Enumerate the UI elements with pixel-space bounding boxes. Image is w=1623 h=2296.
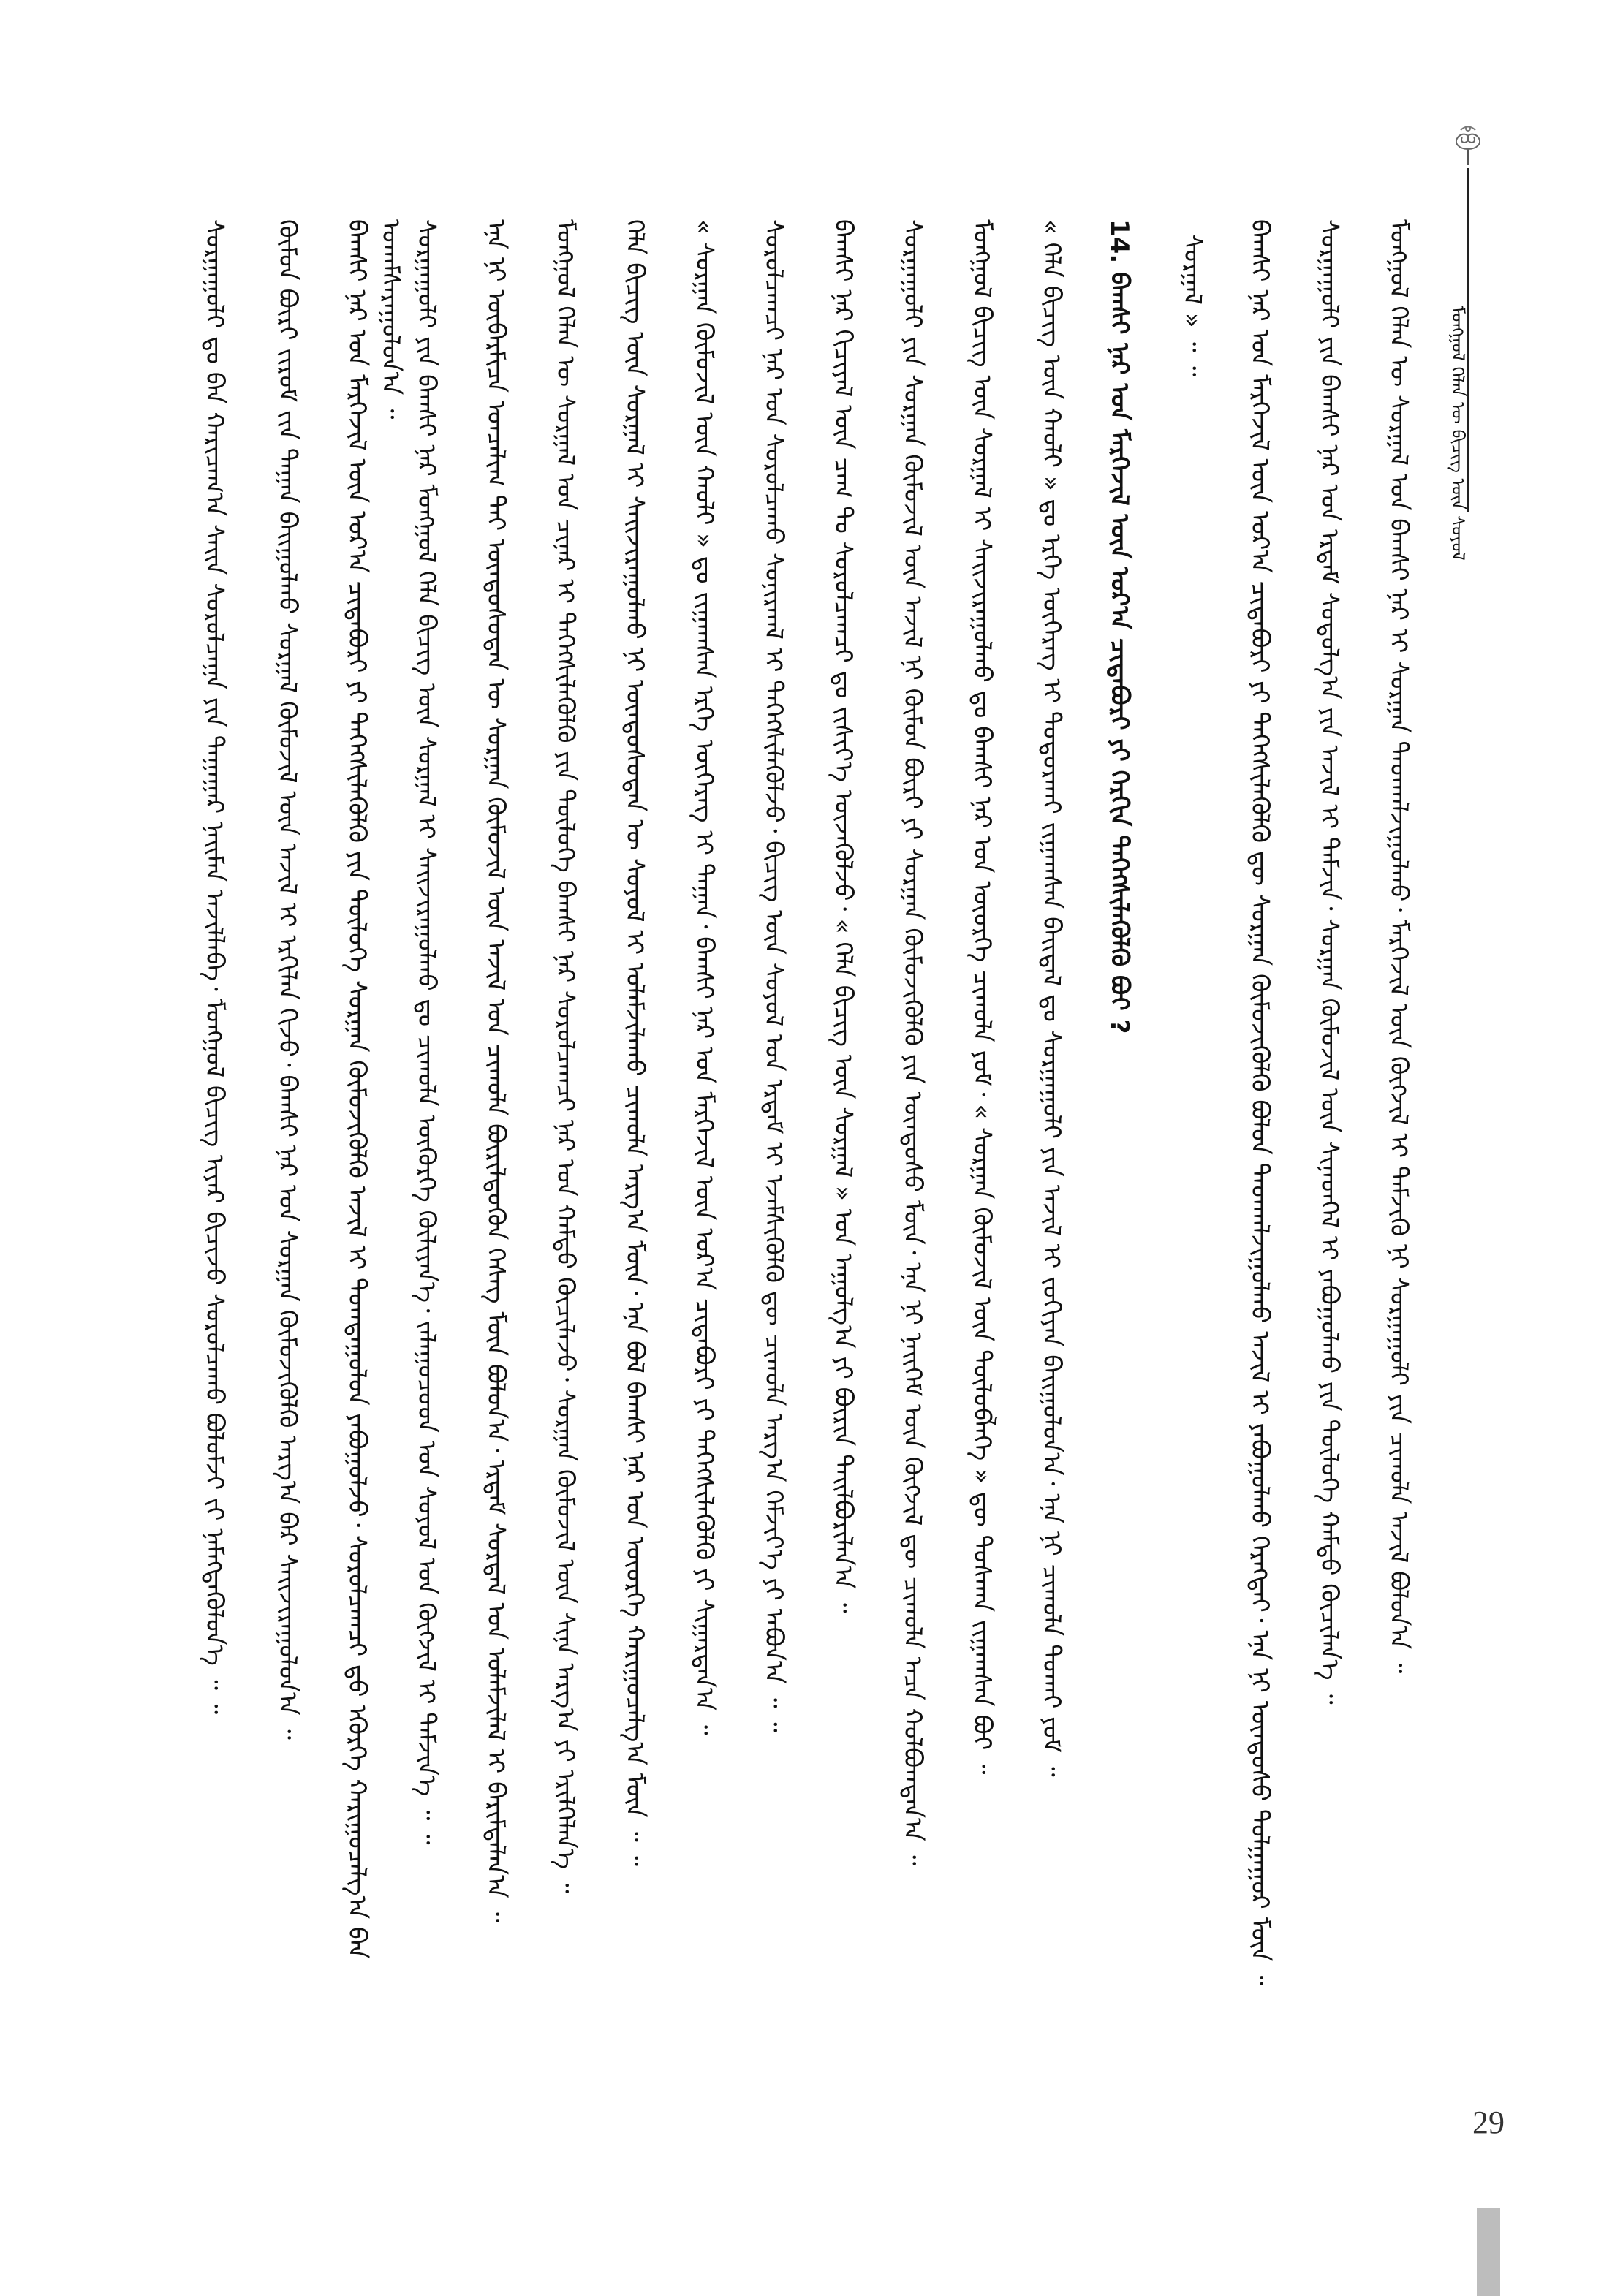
text-column: ᠪᠠᠭᠰᠢ ᠨᠠᠷ ᠤᠨ ᠮᠡᠷᠭᠡᠵᠢᠯ ᠦᠨ ᠤᠷ᠎ᠠ ᠴᠢᠳᠠᠪᠤᠷᠢ ᠶᠢ ᠳᠡᠭᠡᠭᠰᠢᠯᠡᠭᠦᠯᠬᠦ ᠶᠢᠨ ᠲᠥᠯᠦᠭᠡ ᠰᠤᠷᠭᠠᠨ ᠬᠦᠮᠦᠵᠢᠭᠦᠯᠬᠦ ᠠᠵᠢᠯ ᠢ ᠲᠤᠭᠳᠠᠭᠤᠯᠤᠨ ᠶᠠᠪᠤᠭᠤᠯᠵᠤ᠂ ᠰᠤᠷᠤᠯᠴᠠᠭᠴᠢ ᠳ᠋ᠤ ᠡᠭᠦᠷᠭᠡ ᠬᠠᠷᠢᠭᠤᠴᠠᠯᠭ᠎ᠠ ᠪᠠᠨ ᠤᠬᠠᠮᠰᠠᠷᠠᠭᠤᠯᠤᠨ᠎ᠠ ᠃	[342, 219, 405, 1959]
text-column: ᠮᠣᠩᠭᠣᠯ ᠬᠡᠯᠡᠨ ᠦ ᠰᠤᠷᠭᠠᠯ ᠤᠨ ᠪᠠᠭᠰᠢ ᠨᠠᠷ ᠢ ᠰᠤᠷᠭᠠᠨ ᠳᠠᠳᠬᠠᠯᠵᠢᠭᠤᠯᠬᠤ᠂ ᠮᠡᠷᠭᠡᠵᠢᠯ ᠦᠨ ᠬᠥᠭᠵᠢᠯ ᠢ ᠳᠡᠮᠵᠢᠬᠦ ᠨᠢ ᠰᠤᠷᠭᠠᠭᠤᠯᠢ ᠶᠢᠨ ᠴᠢᠬᠤᠯᠠ ᠠᠵᠢᠯ ᠪᠣᠯᠤᠨ᠎ᠠ ᠃	[1384, 219, 1413, 1674]
text-column: ᠬᠦᠮᠦᠨ ᠪᠦᠷᠢ ᠵᠢᠷᠤᠮ ᠵᠢᠨ ᠳᠠᠭᠠᠨ ᠪᠠᠢᠭᠤᠯᠬᠤ ᠰᠤᠷᠭᠠᠯ ᠬᠦᠮᠦᠵᠢᠯ ᠦᠨ ᠠᠵᠢᠯ ᠢ ᠡᠷᠬᠢᠯᠡᠨ ᠬᠢᠵᠦ᠂ ᠪᠠᠭᠰᠢ ᠨᠠᠷ ᠤᠨ ᠰᠤᠷᠭᠠᠨ ᠬᠦᠮᠦᠵᠢᠭᠦᠯᠬᠦ ᠠᠷᠭ᠎ᠠ ᠪᠠᠷ ᠰᠠᠢᠵᠢᠷᠠᠭᠤᠯᠤᠨ᠎ᠠ ᠃	[273, 219, 302, 1740]
text-column: « ᠬᠡᠯᠡ ᠪᠢᠴᠢᠭ ᠦᠨ ᠬᠠᠤᠯᠢ » ᠳᠤ ᠡᠷᠬᠡ ᠦᠭᠡᠷᠡᠭ ᠢ ᠲᠣᠳᠣᠷᠬᠠᠢ ᠵᠢᠭᠠᠭᠰᠠᠨ ᠪᠠᠢᠳᠠᠯ ᠳᠤ ᠰᠤᠷᠭᠠᠭᠤᠯᠢ ᠶᠢᠨ ᠠᠵᠢᠯ ᠢ ᠵᠣᠬᠢᠶᠠᠨ ᠪᠠᠢᠭᠤᠯᠤᠨ᠎ᠠ᠂ ᠡᠨᠡ ᠨᠢ ᠴᠢᠬᠤᠯᠠ ᠲᠤᠬᠠᠢ ᠶᠤᠮ ᠃	[1037, 219, 1066, 1777]
header-title: ᠮᠣᠩᠭᠣᠯ ᠬᠡᠯᠡᠨ ᠦ ᠪᠢᠴᠢᠭ ᠦᠨ ᠰᠣᠶᠣᠯ	[1448, 306, 1468, 561]
text-column: ᠬᠡᠯᠡ ᠪᠢᠴᠢᠭ ᠦᠨ ᠰᠤᠷᠭᠠᠯ ᠢ ᠰᠠᠢᠵᠢᠷᠠᠭᠤᠯᠬᠤ ᠨᠢ ᠦᠨᠳᠦᠰᠦᠲᠡᠨ ᠦ ᠰᠣᠶᠣᠯ ᠢ ᠤᠯᠠᠮᠵᠢᠯᠠᠬᠤ ᠴᠢᠬᠤᠯᠠ ᠠᠷᠭ᠎ᠠ ᠮᠥᠨ᠂ ᠡᠨᠡ ᠪᠣᠯ ᠪᠠᠭᠰᠢ ᠨᠠᠷ ᠤᠨ ᠦᠦᠷᠭᠡ ᠬᠠᠷᠢᠭᠤᠴᠠᠯᠭ᠎ᠠ ᠮᠥᠨ ᠃ ᠃	[620, 219, 649, 1866]
text-column: ᠰᠤᠷᠭᠠᠯ » ᠃ ᠃	[1178, 234, 1207, 376]
text-column: ᠮᠣᠩᠭᠣᠯ ᠪᠢᠴᠢᠭ ᠦᠨ ᠰᠤᠷᠭᠠᠯ ᠢ ᠰᠠᠢᠵᠢᠷᠠᠭᠤᠯᠬᠤ ᠳᠤ ᠪᠠᠭᠰᠢ ᠨᠠᠷ ᠤᠨ ᠦᠦᠷᠭᠡ ᠴᠢᠬᠤᠯᠠ ᠶᠤᠮ᠂ « ᠰᠤᠷᠭᠠᠨ ᠬᠦᠮᠦᠵᠢᠯ ᠦᠨ ᠲᠥᠯᠥᠪᠯᠡᠭᠡ » ᠳᠦ ᠲᠤᠰᠬᠠᠨ ᠵᠢᠭᠠᠭᠰᠠᠨ ᠪᠣᠢ ᠃	[967, 219, 996, 1775]
text-column: ᠰᠤᠷᠭᠠᠭᠤᠯᠢ ᠶᠢᠨ ᠪᠠᠭᠰᠢ ᠨᠠᠷ ᠮᠣᠩᠭᠣᠯ ᠬᠡᠯᠡ ᠪᠢᠴᠢᠭ ᠦᠨ ᠰᠤᠷᠭᠠᠯ ᠢ ᠰᠠᠢᠵᠢᠷᠠᠭᠤᠯᠬᠤ ᠳᠤ ᠴᠢᠬᠤᠯᠠ ᠦᠬᠦᠷᠭᠡ ᠬᠦᠯᠢᠶᠡᠨ᠎ᠡ᠂ ᠵᠠᠯᠠᠭᠤᠴᠤᠳ ᠤᠨ ᠰᠣᠶᠣᠯ ᠤᠨ ᠬᠥᠭᠵᠢᠯ ᠢ ᠳᠡᠮᠵᠢᠨ᠎ᠡ ᠃ ᠃	[412, 219, 441, 1845]
text-column: ᠰᠤᠷᠭᠠᠭᠤᠯᠢ ᠶᠢᠨ ᠰᠤᠷᠭᠠᠨ ᠬᠦᠮᠦᠵᠢᠯ ᠦᠨ ᠠᠵᠢᠯ ᠨᠢ ᠬᠦᠮᠦᠨ ᠪᠦᠷᠢ ᠶᠢ ᠰᠤᠷᠭᠠᠨ ᠬᠦᠮᠦᠵᠢᠭᠦᠯᠬᠦ ᠶᠢᠨ ᠦᠨᠳᠦᠰᠦ ᠮᠥᠨ᠂ ᠡᠨᠡ ᠨᠢ ᠨᠡᠢᠭᠡᠮ ᠦᠨ ᠬᠥᠭᠵᠢᠯ ᠳᠦ ᠴᠢᠬᠤᠯᠠ ᠠᠴᠠ ᠬᠣᠯᠪᠣᠭᠳᠠᠨ᠎ᠠ ᠃	[898, 219, 927, 1865]
page-number: 29	[1472, 2104, 1505, 2140]
text-column: ᠰᠤᠷᠭᠠᠭᠤᠯᠢ ᠳᠤ ᠪᠠᠨ ᠬᠠᠷᠢᠴᠠᠭ᠎ᠠ ᠰᠠᠢᠨ ᠰᠤᠷᠤᠯᠴᠠᠭᠠ ᠶᠢᠨ ᠳᠠᠭᠠᠭᠠᠷ ᠨᠠᠢᠮᠠᠨ ᠠᠵᠢᠯᠯᠠᠪᠠ᠂ ᠮᠣᠩᠭᠣᠯ ᠪᠢᠴᠢᠭ ᠢᠶᠡᠷ ᠪᠢᠴᠢᠵᠦ ᠰᠤᠷᠤᠯᠴᠠᠬᠤ ᠪᠤᠯᠤᠮᠵᠢ ᠵᠢ ᠨᠡᠮᠡᠭᠳᠡᠭᠦᠯᠦᠨ᠎ᠡ ᠃ ᠃	[200, 219, 229, 1715]
text-column: ᠪᠠᠭᠰᠢ ᠨᠠᠷ ᠬᠢᠴᠢᠶᠡᠯ ᠦᠨ ᠴᠠᠭ ᠲᠤ ᠰᠤᠷᠤᠯᠴᠠᠭᠴᠢ ᠳᠤ ᠵᠢᠱᠢᠶ᠎ᠡ ᠦᠵᠡᠭᠦᠯᠵᠦ᠂ « ᠬᠡᠯᠡ ᠪᠢᠴᠢᠭ ᠦᠨ ᠰᠤᠷᠭᠠᠯ » ᠤᠨ ᠠᠭᠤᠯᠭ᠎ᠠ ᠶᠢ ᠪᠦᠷᠢᠨ ᠲᠠᠢᠯᠪᠤᠷᠢᠯᠠᠨ᠎ᠠ ᠃	[828, 219, 858, 1613]
text-column: ᠰᠤᠷᠤᠯᠴᠠᠭᠴᠢ ᠨᠠᠷ ᠤᠨ ᠰᠤᠷᠤᠯᠴᠠᠬᠤ ᠰᠣᠨᠢᠷᠬᠠᠯ ᠢ ᠳᠡᠭᠡᠭᠰᠢᠯᠡᠭᠦᠯᠵᠦ᠂ ᠪᠢᠴᠢᠭ ᠦᠨ ᠰᠣᠶᠣᠯ ᠤᠨ ᠡᠷᠳᠡᠮ ᠢ ᠡᠵᠡᠮᠰᠢᠭᠦᠯᠬᠦ ᠳᠦ ᠴᠢᠬᠤᠯᠠ ᠠᠷᠭ᠎ᠠ ᠬᠡᠮᠵᠢᠶ᠎ᠡ ᠶᠢ ᠠᠪᠤᠨ᠎ᠠ ᠃ ᠃	[759, 219, 788, 1732]
section-heading: 14. ᠪᠠᠭᠰᠢ ᠨᠠᠷ ᠤᠨ ᠮᠡᠷᠭᠡᠵᠢᠯ ᠦᠨ ᠤᠷ᠎ᠠ ᠴᠢᠳᠠᠪᠤᠷᠢ ᠶᠢ ᠬᠡᠷᠬᠢᠨ ᠳᠡᠭᠡᠭᠰᠢᠯᠡᠭᠦᠯᠬᠦ ᠪᠤᠢ ?	[1105, 219, 1134, 1034]
text-column: ᠪᠠᠭᠰᠢ ᠨᠠᠷ ᠤᠨ ᠮᠡᠷᠭᠡᠵᠢᠯ ᠦᠨ ᠤᠷ᠎ᠠ ᠴᠢᠳᠠᠪᠤᠷᠢ ᠶᠢ ᠳᠡᠭᠡᠭᠰᠢᠯᠡᠭᠦᠯᠬᠦ ᠳᠦ ᠰᠤᠷᠭᠠᠨ ᠬᠦᠮᠦᠵᠢᠭᠦᠯᠬᠦ ᠪᠣᠯᠤᠨ ᠳᠠᠳᠬᠠᠯᠵᠢᠭᠤᠯᠬᠤ ᠠᠵᠢᠯ ᠢ ᠶᠠᠪᠤᠭᠤᠯᠬᠤ ᠬᠡᠷᠡᠭᠲᠡᠢ᠂ ᠡᠨᠡ ᠨᠢ ᠦᠨᠳᠦᠰᠦ ᠲᠤᠯᠭᠠᠭᠤᠷ ᠮᠥᠨ ᠃	[1245, 219, 1274, 1986]
running-header	[1439, 123, 1497, 781]
text-column: ᠡᠨᠡ ᠨᠢ ᠥᠪᠡᠷᠮᠢᠴᠡ ᠣᠨᠴᠠᠯᠢᠭ ᠲᠠᠢ ᠦᠨᠳᠦᠰᠦᠲᠡᠨ ᠦ ᠰᠤᠷᠭᠠᠨ ᠬᠦᠮᠦᠵᠢᠯ ᠦᠨ ᠠᠵᠢᠯ ᠤᠨ ᠴᠢᠬᠤᠯᠠ ᠪᠦᠷᠢᠯᠳᠦᠬᠦᠨ ᠬᠡᠰᠡᠭ ᠮᠥᠨ ᠪᠣᠯᠤᠨ᠎ᠠ᠂ ᠡᠷᠳᠡᠮ ᠰᠤᠷᠲᠠᠯ ᠤᠨ ᠤᠯᠠᠮᠵᠢᠯᠠᠯ ᠢ ᠪᠠᠷᠢᠮᠲᠠᠯᠠᠨ᠎ᠠ ᠃	[481, 219, 510, 1922]
text-column: ᠰᠤᠷᠭᠠᠭᠤᠯᠢ ᠶᠢᠨ ᠪᠠᠭᠰᠢ ᠨᠠᠷ ᠤᠨ ᠡᠷᠳᠡᠮ ᠰᠤᠳᠤᠯᠭ᠎ᠠ ᠶᠢᠨ ᠠᠵᠢᠯ ᠢ ᠳᠡᠮᠵᠢᠨ᠂ ᠰᠤᠷᠭᠠᠨ ᠬᠦᠮᠦᠵᠢᠯ ᠦᠨ ᠰᠢᠨᠡᠳᠬᠡᠯ ᠢ ᠶᠠᠪᠤᠭᠤᠯᠬᠤ ᠶᠢᠨ ᠲᠥᠯᠦᠭᠡ ᠬᠠᠮᠲᠤ ᠬᠦᠴᠢᠯᠡᠨ᠎ᠡ ᠃	[1314, 219, 1344, 1705]
text-column: ᠮᠣᠩᠭᠣᠯ ᠬᠡᠯᠡᠨ ᠦ ᠰᠤᠷᠭᠠᠯ ᠤᠨ ᠴᠢᠨᠠᠷ ᠢ ᠳᠡᠭᠡᠭᠰᠢᠯᠡᠭᠦᠯᠬᠦ ᠶᠢᠨ ᠲᠥᠯᠦᠭᠡ ᠪᠠᠭᠰᠢ ᠨᠠᠷ ᠰᠤᠷᠤᠯᠴᠠᠭᠴᠢ ᠨᠠᠷ ᠤᠨ ᠬᠠᠮᠲᠤ ᠬᠦᠴᠢᠯᠡᠵᠦ᠂ ᠰᠤᠷᠭᠠᠨ ᠬᠦᠮᠦᠵᠢᠯ ᠦᠨ ᠰᠢᠨᠡ ᠠᠷᠭ᠎ᠠ ᠶᠢ ᠡᠷᠢᠯᠬᠡᠯᠡᠨ᠎ᠡ ᠃	[551, 219, 580, 1894]
scroll-ornament-icon	[1439, 123, 1497, 167]
page-edge-tab	[1477, 2208, 1500, 2296]
text-column: « ᠰᠤᠷᠭᠠᠨ ᠬᠦᠮᠦᠵᠢᠯ ᠦᠨ ᠬᠠᠤᠯᠢ » ᠳᠤ ᠵᠢᠭᠠᠭᠰᠠᠨ ᠡᠷᠬᠡ ᠦᠭᠡᠷᠡᠭ ᠢ ᠳᠠᠭᠠᠨ᠂ ᠪᠠᠭᠰᠢ ᠨᠠᠷ ᠤᠨ ᠮᠡᠷᠭᠡᠵᠢᠯ ᠦᠨ ᠤᠷ᠎ᠠ ᠴᠢᠳᠠᠪᠤᠷᠢ ᠶᠢ ᠳᠡᠭᠡᠭᠰᠢᠯᠡᠭᠦᠯᠬᠦ ᠶᠢ ᠰᠢᠭᠠᠷᠳᠠᠨ᠎ᠠ ᠃	[689, 219, 719, 1735]
